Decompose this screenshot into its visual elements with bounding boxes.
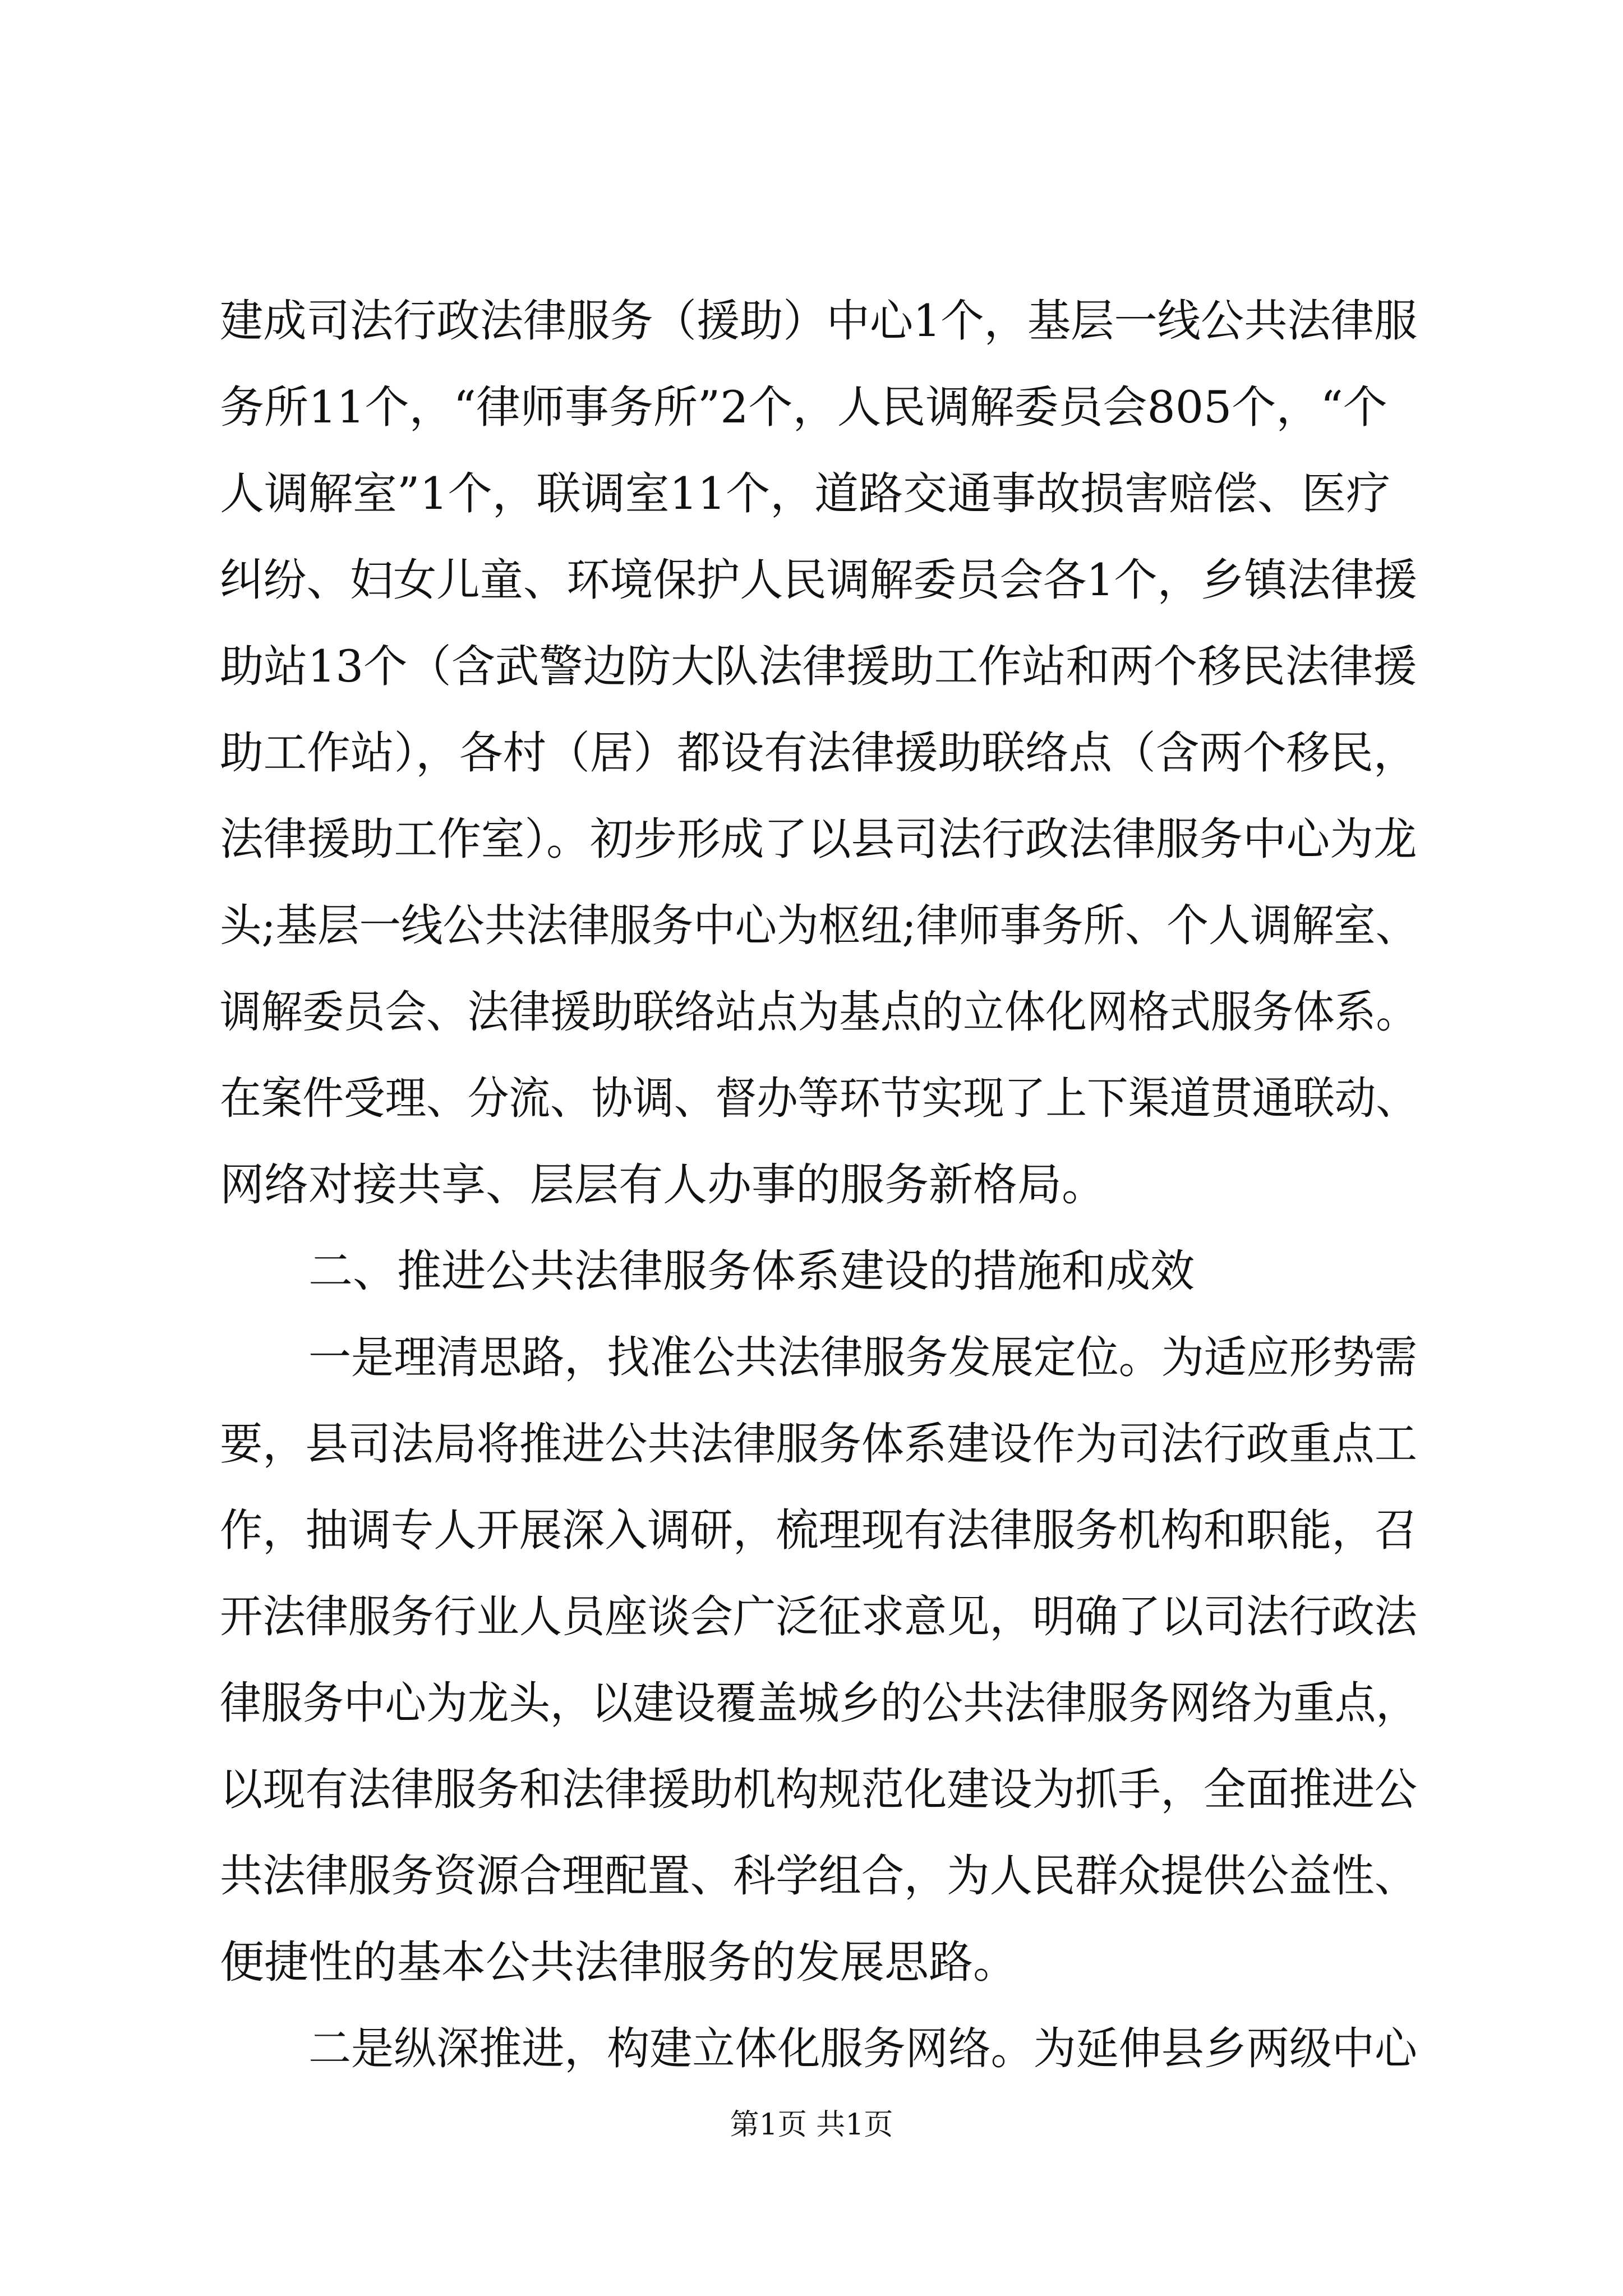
text-line: 法律援助工作室）。初步形成了以县司法行政法律服务中心为龙 bbox=[220, 813, 1417, 865]
text-line: 调解委员会、法律援助联络站点为基点的立体化网格式服务体系。 bbox=[220, 986, 1417, 1038]
text-line: 作，抽调专人开展深入调研，梳理现有法律服务机构和职能，召 bbox=[220, 1504, 1417, 1556]
text-line: 人调解室”1个，联调室11个，道路交通事故损害赔偿、医疗 bbox=[220, 468, 1391, 519]
text-line: 开法律服务行业人员座谈会广泛征求意见，明确了以司法行政法 bbox=[220, 1591, 1417, 1642]
text-line: 纠纷、妇女儿童、环境保护人民调解委员会各1个，乡镇法律援 bbox=[220, 554, 1418, 606]
text-line: 助站13个（含武警边防大队法律援助工作站和两个移民法律援 bbox=[220, 641, 1417, 692]
text-line: 律服务中心为龙头，以建设覆盖城乡的公共法律服务网络为重点， bbox=[220, 1677, 1417, 1729]
text-line: 便捷性的基本公共法律服务的发展思路。 bbox=[220, 1936, 1017, 1988]
section-heading: 二、推进公共法律服务体系建设的措施和成效 bbox=[308, 1245, 1195, 1297]
text-line: 一是理清思路，找准公共法律服务发展定位。为适应形势需 bbox=[308, 1332, 1417, 1383]
text-line: 建成司法行政法律服务（援助）中心1个，基层一线公共法律服 bbox=[220, 295, 1418, 347]
text-line: 头;基层一线公共法律服务中心为枢纽;律师事务所、个人调解室、 bbox=[220, 900, 1418, 951]
text-line: 助工作站），各村（居）都设有法律援助联络点（含两个移民， bbox=[220, 727, 1417, 779]
text-line: 共法律服务资源合理配置、科学组合，为人民群众提供公益性、 bbox=[220, 1850, 1417, 1902]
text-line: 在案件受理、分流、协调、督办等环节实现了上下渠道贯通联动、 bbox=[220, 1073, 1417, 1124]
page-number-footer: 第1页 共1页 bbox=[730, 2108, 893, 2142]
text-line: 网络对接共享、层层有人办事的服务新格局。 bbox=[220, 1159, 1106, 1211]
text-line: 以现有法律服务和法律援助机构规范化建设为抓手，全面推进公 bbox=[220, 1764, 1417, 1815]
text-line: 二是纵深推进，构建立体化服务网络。为延伸县乡两级中心 bbox=[308, 2023, 1417, 2074]
text-line: 务所11个，“律师事务所”2个，人民调解委员会805个，“个 bbox=[220, 381, 1387, 433]
text-line: 要，县司法局将推进公共法律服务体系建设作为司法行政重点工 bbox=[220, 1418, 1417, 1470]
